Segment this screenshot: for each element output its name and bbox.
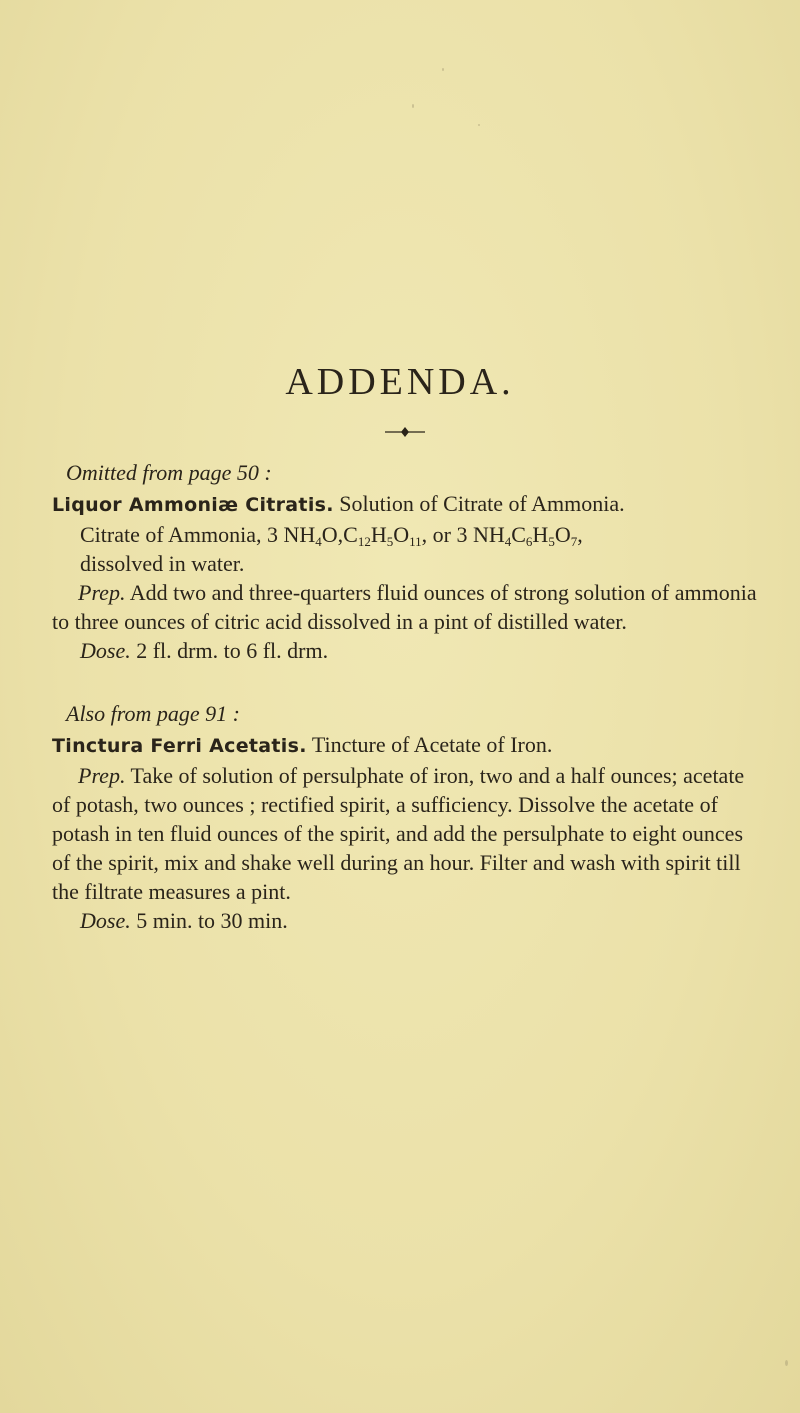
prep-label: Prep. (78, 580, 126, 605)
prep-label: Prep. (78, 763, 126, 788)
preparation-paragraph (52, 578, 762, 636)
entry-title: Liquor Ammoniæ Citratis. (52, 494, 334, 516)
entry-title: Tinctura Ferri Acetatis. (52, 735, 307, 757)
formula-block (52, 520, 762, 578)
formula-note: dissolved in water. (80, 551, 245, 576)
prep-text: Take of solution of persulphate of iron, two and a half ounces; acetate of potash, two ounces ; rectified spirit, a sufficiency. Dissolve the acetate of potash in ten fluid ounces of the spirit, and add the persulphate to eight ounces of the spirit, mix and shake well during an hour. Filter and wash with spirit till the filtrate measures a pint. (52, 763, 745, 904)
page-title: ADDENDA. (285, 361, 515, 403)
section-liquor-ammoniae (52, 458, 762, 665)
dose-text: 5 min. to 30 min. (130, 908, 288, 933)
dose-label: Dose. (80, 908, 131, 933)
source-note: Omitted from page 50 : (66, 460, 272, 485)
prep-text: Add two and three-quarters fluid ounces of strong solution of ammonia to three ounces of citric acid dissolved in a pint of distilled water. (52, 580, 757, 634)
entry-heading-line (52, 730, 762, 761)
dose-line (80, 636, 762, 665)
chemical-formula: Citrate of Ammonia, 3 $NH_4O,C_{12}H_5O_{11}$, or 3 $NH_4C_6H_5O_7$, (80, 522, 583, 549)
dose-label: Dose. (80, 638, 131, 663)
addenda-content (52, 458, 762, 935)
dose-text: 2 fl. drm. to 6 fl. drm. (130, 638, 329, 663)
preparation-paragraph (52, 761, 762, 906)
entry-heading-line (52, 489, 762, 520)
dose-line (80, 906, 762, 935)
source-note: Also from page 91 : (66, 701, 240, 726)
ornament-divider (385, 424, 425, 440)
entry-title-translation: Tincture of Acetate of Iron. (306, 732, 553, 757)
section-tinctura-ferri (52, 699, 762, 935)
entry-title-translation: Solution of Citrate of Ammonia. (333, 491, 625, 516)
